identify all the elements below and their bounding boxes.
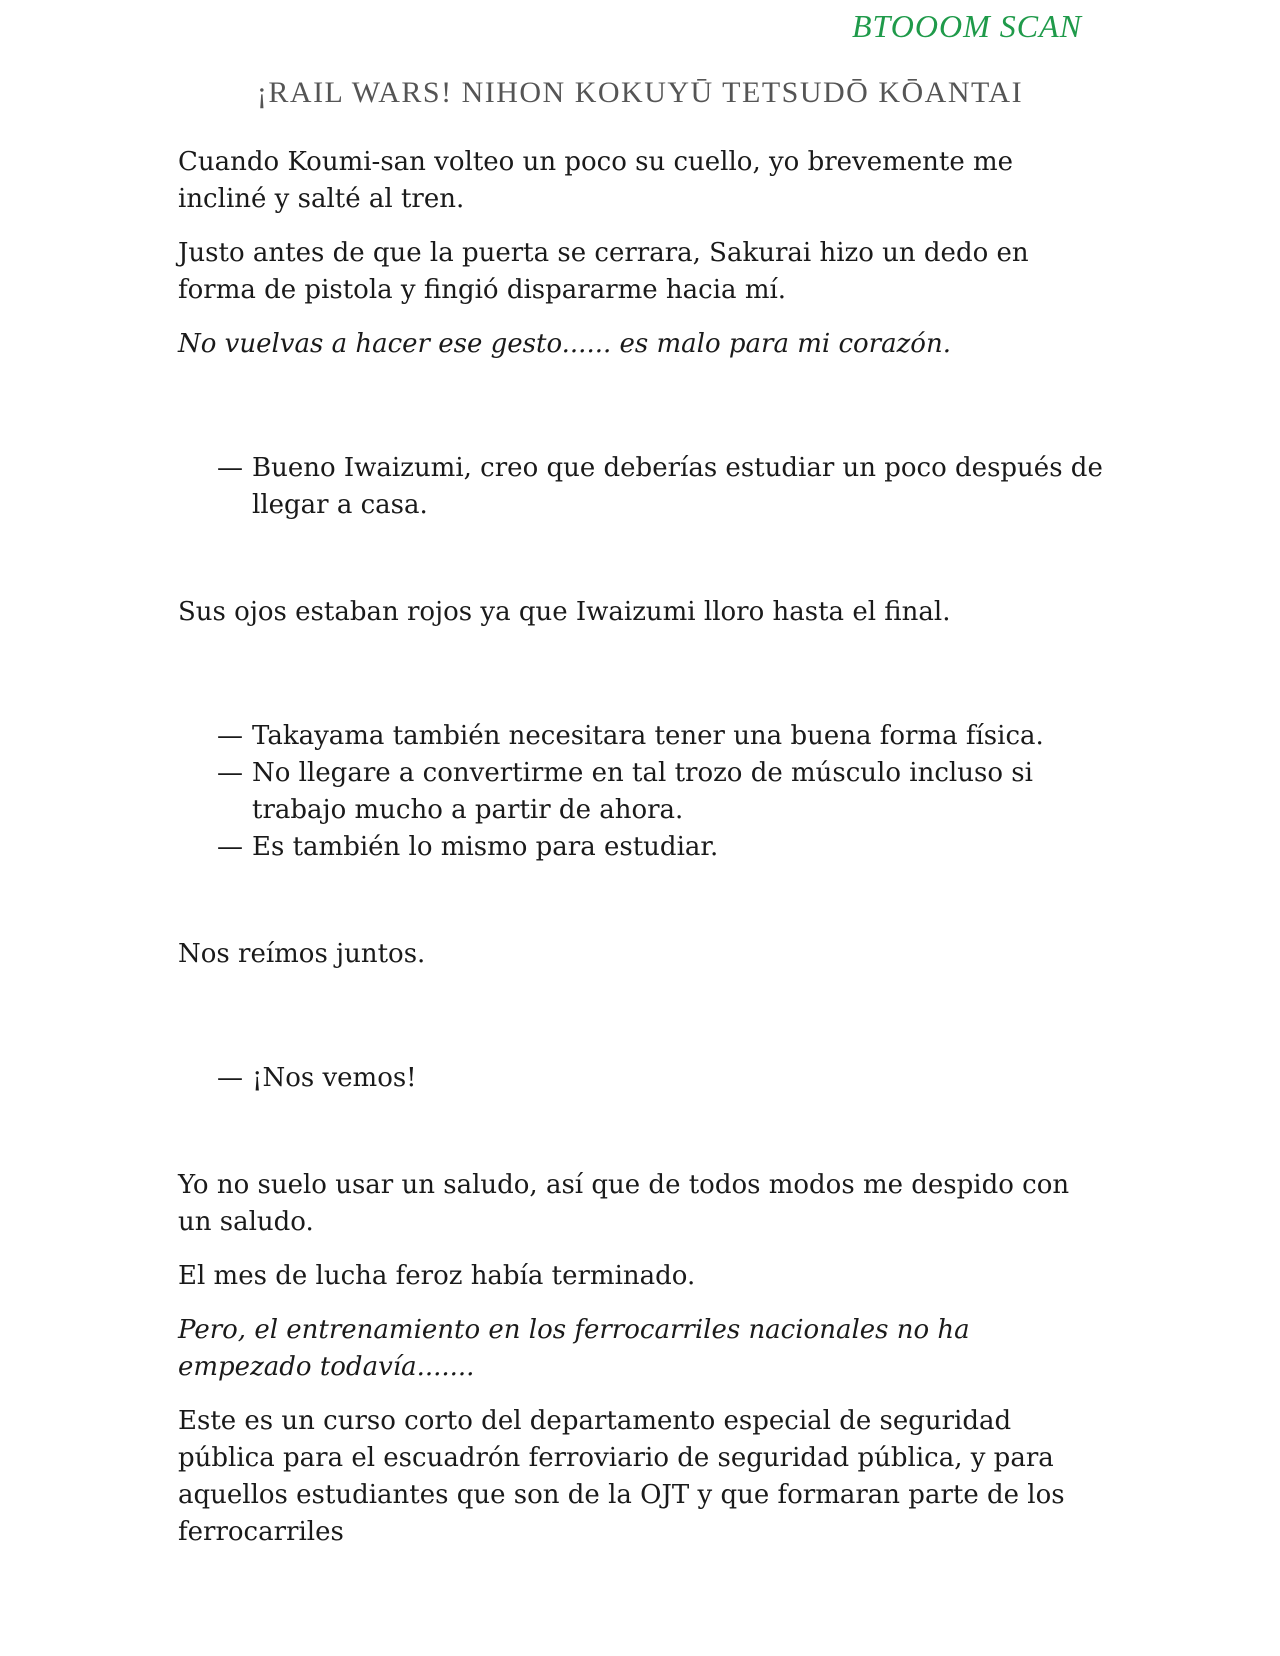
dialogue-line	[178, 1060, 1108, 1097]
dialogue-text: Es también lo mismo para estudiar.	[252, 832, 719, 862]
paragraph: Nos reímos juntos.	[178, 939, 426, 969]
dialogue-text: Takayama también necesitara tener una buena forma física.	[252, 721, 1044, 751]
paragraph: El mes de lucha feroz había terminado.	[178, 1261, 696, 1291]
dialogue-dash: —	[217, 453, 243, 483]
dialogue-line	[178, 718, 1108, 755]
dialogue-block	[178, 1060, 1108, 1097]
dialogue-text: No llegare a convertirme en tal trozo de músculo incluso si trabajo mucho a partir de ahora.	[252, 758, 1033, 825]
dialogue-dash: —	[217, 1063, 243, 1093]
dialogue-line	[178, 755, 1108, 829]
dialogue-block	[178, 718, 1108, 866]
dialogue-line	[178, 450, 1108, 524]
dialogue-dash: —	[217, 832, 243, 862]
document-title: ¡RAIL WARS! NIHON KOKUYŪ TETSUDŌ KŌANTAI	[256, 76, 1024, 109]
scanlation-watermark: BTOOOM SCAN	[852, 8, 1082, 44]
dialogue-dash: —	[217, 758, 243, 788]
italic-thought: No vuelvas a hacer ese gesto...... es malo para mi corazón.	[178, 329, 951, 359]
paragraph: Este es un curso corto del departamento especial de seguridad pública para el escuadrón ferroviario de seguridad pública, y para aquellos estudiantes que son de la OJT y que formaran parte de los ferrocarriles	[178, 1406, 1065, 1547]
italic-thought: Pero, el entrenamiento en los ferrocarriles nacionales no ha empezado todavía.......	[178, 1315, 970, 1382]
dialogue-line	[178, 829, 1108, 866]
paragraph: Justo antes de que la puerta se cerrara, Sakurai hizo un dedo en forma de pistola y fingió dispararme hacia mí.	[178, 238, 1029, 305]
dialogue-dash: —	[217, 721, 243, 751]
dialogue-text: Bueno Iwaizumi, creo que deberías estudiar un poco después de llegar a casa.	[252, 453, 1103, 520]
paragraph: Sus ojos estaban rojos ya que Iwaizumi lloro hasta el final.	[178, 597, 951, 627]
paragraph: Cuando Koumi-san volteo un poco su cuello, yo brevemente me incliné y salté al tren.	[178, 147, 1014, 214]
dialogue-text: ¡Nos vemos!	[252, 1063, 417, 1093]
dialogue-block	[178, 450, 1108, 524]
paragraph: Yo no suelo usar un saludo, así que de todos modos me despido con un saludo.	[178, 1170, 1070, 1237]
page-body	[178, 144, 1108, 1568]
